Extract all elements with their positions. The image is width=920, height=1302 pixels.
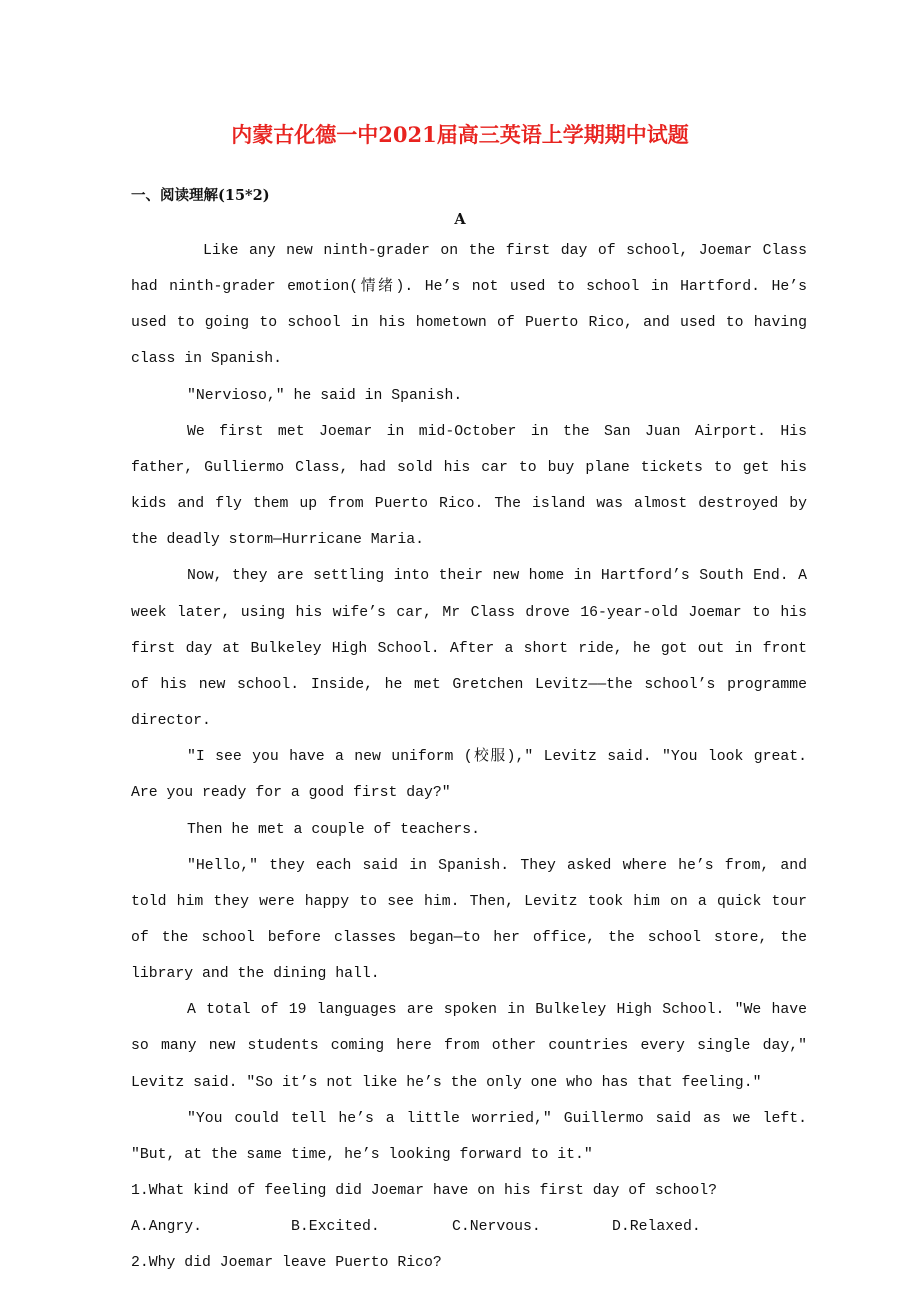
paragraph: "Nervioso," he said in Spanish. (187, 387, 463, 404)
paragraph: A total of 19 languages are spoken in Bulkeley High School. "We have so many new students coming here from other countries every single day," Levitz said. "So it’s not like he’s the only one who has that feeling." (131, 1002, 807, 1091)
option-b: B.Excited. (291, 1219, 380, 1236)
option-a: A.Angry. (131, 1219, 203, 1236)
section-heading: 一、阅读理解(15*2) (131, 187, 270, 204)
paragraph: Then he met a couple of teachers. (187, 821, 481, 838)
paragraph: "You could tell he’s a little worried," Guillermo said as we left. "But, at the same time, he’s looking forward to it." (131, 1110, 807, 1163)
paragraph: We first met Joemar in mid-October in the San Juan Airport. His father, Gulliermo Class, had sold his car to buy plane tickets to get his kids and fly them up from Puerto Rico. The island was almost destroyed by the deadly storm—Hurricane Maria. (131, 423, 807, 549)
question-1-options (131, 1209, 807, 1245)
option-d: D.Relaxed. (612, 1219, 701, 1236)
paragraph: Now, they are settling into their new home in Hartford’s South End. A week later, using his wife’s car, Mr Class drove 16-year-old Joemar to his first day at Bulkeley High School. After a short ride, he got out in front of his new school. Inside, he met Gretchen Levitz——the school’s programme director. (131, 568, 807, 730)
paragraph: Like any new ninth-grader on the first day of school, Joemar Class had ninth-grader emotion(情绪). He’s not used to school in Hartford. He’s used to going to school in his hometown of Puerto Rico, and used to having class in Spanish. (131, 243, 807, 368)
option-c: C.Nervous. (452, 1219, 541, 1236)
passage-label: A (454, 211, 466, 228)
document-title: 内蒙古化德一中2021届高三英语上学期期中试题 (231, 122, 689, 147)
passage-body (131, 233, 807, 1282)
question-1: 1.What kind of feeling did Joemar have on his first day of school? (131, 1183, 718, 1200)
paragraph: "Hello," they each said in Spanish. They asked where he’s from, and told him they were happy to see him. Then, Levitz took him on a quick tour of the school before classes began—to her office, the school store, the library and the dining hall. (131, 857, 807, 983)
question-2: 2.Why did Joemar leave Puerto Rico? (131, 1255, 442, 1272)
paragraph: "I see you have a new uniform (校服)," Levitz said. "You look great. Are you ready for a good first day?" (131, 749, 807, 802)
